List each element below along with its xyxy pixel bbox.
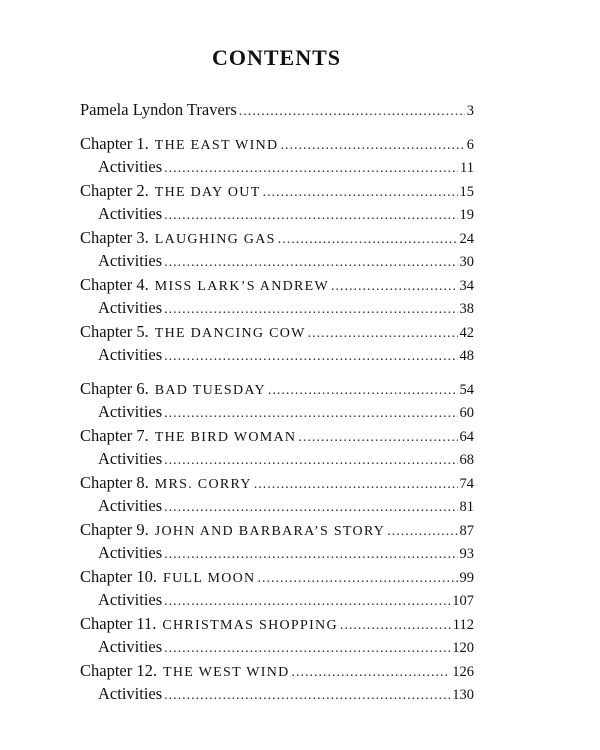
page-number: 112	[452, 616, 474, 633]
page-number: 48	[459, 348, 474, 364]
dot-leader	[164, 590, 450, 614]
page-number: 120	[452, 640, 474, 656]
chapter-number: Chapter 7.	[80, 425, 149, 445]
chapter-number: Chapter 1.	[80, 133, 149, 153]
page-number: 64	[459, 428, 474, 445]
chapter-number: Chapter 9.	[80, 519, 149, 539]
dot-leader	[164, 298, 457, 322]
chapter-number: Chapter 11.	[80, 613, 157, 633]
chapter-number: Chapter 4.	[80, 274, 149, 294]
chapter-title: MRS. CORRY	[154, 476, 252, 492]
dot-leader	[257, 567, 457, 591]
dot-leader	[164, 496, 457, 520]
page-number: 42	[459, 324, 474, 341]
activities-label: Activities	[98, 345, 163, 364]
chapter-number: Chapter 12.	[80, 660, 157, 680]
toc-entry-intro[interactable]	[80, 98, 474, 122]
toc-entry-activities-6[interactable]	[80, 400, 474, 424]
chapter-title: THE WEST WIND	[162, 664, 290, 680]
page-number: 87	[459, 522, 474, 539]
page-title: CONTENTS	[211, 45, 342, 70]
chapter-number: Chapter 6.	[80, 378, 149, 398]
activities-label: Activities	[98, 590, 163, 609]
page-number: 54	[459, 381, 474, 398]
page-number: 15	[459, 183, 474, 200]
activities-label: Activities	[98, 543, 163, 562]
activities-label: Activities	[98, 496, 163, 515]
toc-entry-activities-11[interactable]	[80, 635, 474, 659]
page-number: 126	[452, 663, 474, 680]
dot-leader	[164, 543, 457, 567]
toc-entry-chapter-11[interactable]	[80, 612, 474, 636]
toc-entry-activities-7[interactable]	[80, 447, 474, 471]
dot-leader	[308, 322, 458, 346]
toc-entry-activities-2[interactable]	[80, 202, 474, 226]
activities-label: Activities	[98, 251, 163, 270]
chapter-title: FULL MOON	[162, 570, 256, 586]
toc-entry-chapter-12[interactable]	[80, 659, 474, 683]
dot-leader	[280, 134, 464, 158]
page-number: 81	[459, 499, 474, 515]
chapter-title: JOHN AND BARBARA’S STORY	[154, 523, 386, 539]
chapter-title: BAD TUESDAY	[154, 382, 266, 398]
dot-leader	[164, 402, 457, 426]
toc-entry-chapter-10[interactable]	[80, 565, 474, 589]
chapter-title: THE DANCING COW	[154, 325, 306, 341]
dot-leader	[268, 379, 458, 403]
dot-leader	[298, 426, 457, 450]
toc-entry-activities-9[interactable]	[80, 541, 474, 565]
activities-label: Activities	[98, 449, 163, 468]
page-number: 19	[459, 207, 474, 223]
table-of-contents	[80, 98, 474, 706]
activities-label: Activities	[98, 402, 163, 421]
page-number: 99	[459, 569, 474, 586]
chapter-title: THE EAST WIND	[154, 137, 279, 153]
dot-leader	[164, 637, 450, 661]
chapter-number: Chapter 3.	[80, 227, 149, 247]
chapter-number: Chapter 5.	[80, 321, 149, 341]
page-number: 34	[459, 277, 474, 294]
chapter-number: Chapter 2.	[80, 180, 149, 200]
toc-entry-activities-8[interactable]	[80, 494, 474, 518]
chapter-title: THE BIRD WOMAN	[154, 429, 297, 445]
toc-entry-activities-5[interactable]	[80, 343, 474, 367]
dot-leader	[164, 345, 457, 369]
toc-entry-chapter-7[interactable]	[80, 424, 474, 448]
activities-label: Activities	[98, 157, 163, 176]
toc-entry-activities-1[interactable]	[80, 155, 474, 179]
dot-leader	[254, 473, 458, 497]
page-number: 24	[459, 230, 474, 247]
page-number: 130	[452, 687, 474, 703]
dot-leader	[340, 614, 451, 638]
page-number: 3	[466, 103, 474, 119]
page-number: 107	[452, 593, 474, 609]
dot-leader	[278, 228, 458, 252]
page-number: 60	[459, 405, 474, 421]
toc-entry-activities-4[interactable]	[80, 296, 474, 320]
page-number: 38	[459, 301, 474, 317]
dot-leader	[164, 157, 458, 181]
toc-entry-activities-10[interactable]	[80, 588, 474, 612]
toc-entry-activities-3[interactable]	[80, 249, 474, 273]
dot-leader	[164, 449, 457, 473]
page-number: 30	[459, 254, 474, 270]
chapter-number: Chapter 10.	[80, 566, 157, 586]
activities-label: Activities	[98, 637, 163, 656]
toc-entry-chapter-4[interactable]	[80, 273, 474, 297]
toc-entry-activities-12[interactable]	[80, 682, 474, 706]
activities-label: Activities	[98, 204, 163, 223]
page-number: 93	[459, 546, 474, 562]
page-number: 11	[460, 160, 474, 176]
toc-entry-label: Pamela Lyndon Travers	[80, 100, 237, 119]
toc-entry-chapter-1[interactable]	[80, 132, 474, 156]
page-number: 74	[459, 475, 474, 492]
chapter-number: Chapter 8.	[80, 472, 149, 492]
toc-entry-chapter-9[interactable]	[80, 518, 474, 542]
dot-leader	[331, 275, 457, 299]
dot-leader	[292, 661, 451, 685]
chapter-title: THE DAY OUT	[154, 184, 261, 200]
chapter-title: MISS LARK’S ANDREW	[154, 278, 330, 294]
activities-label: Activities	[98, 684, 163, 703]
dot-leader	[239, 100, 465, 124]
dot-leader	[263, 181, 458, 205]
chapter-title: CHRISTMAS SHOPPING	[162, 617, 338, 633]
page-number: 68	[459, 452, 474, 468]
toc-entry-chapter-3[interactable]	[80, 226, 474, 250]
page-number: 6	[466, 136, 474, 153]
toc-entry-chapter-5[interactable]	[80, 320, 474, 344]
activities-label: Activities	[98, 298, 163, 317]
dot-leader	[164, 204, 457, 228]
chapter-title: LAUGHING GAS	[154, 231, 276, 247]
dot-leader	[387, 520, 457, 544]
toc-entry-chapter-2[interactable]	[80, 179, 474, 203]
dot-leader	[164, 251, 457, 275]
dot-leader	[164, 684, 450, 708]
toc-entry-chapter-8[interactable]	[80, 471, 474, 495]
toc-entry-chapter-6[interactable]	[80, 377, 474, 401]
